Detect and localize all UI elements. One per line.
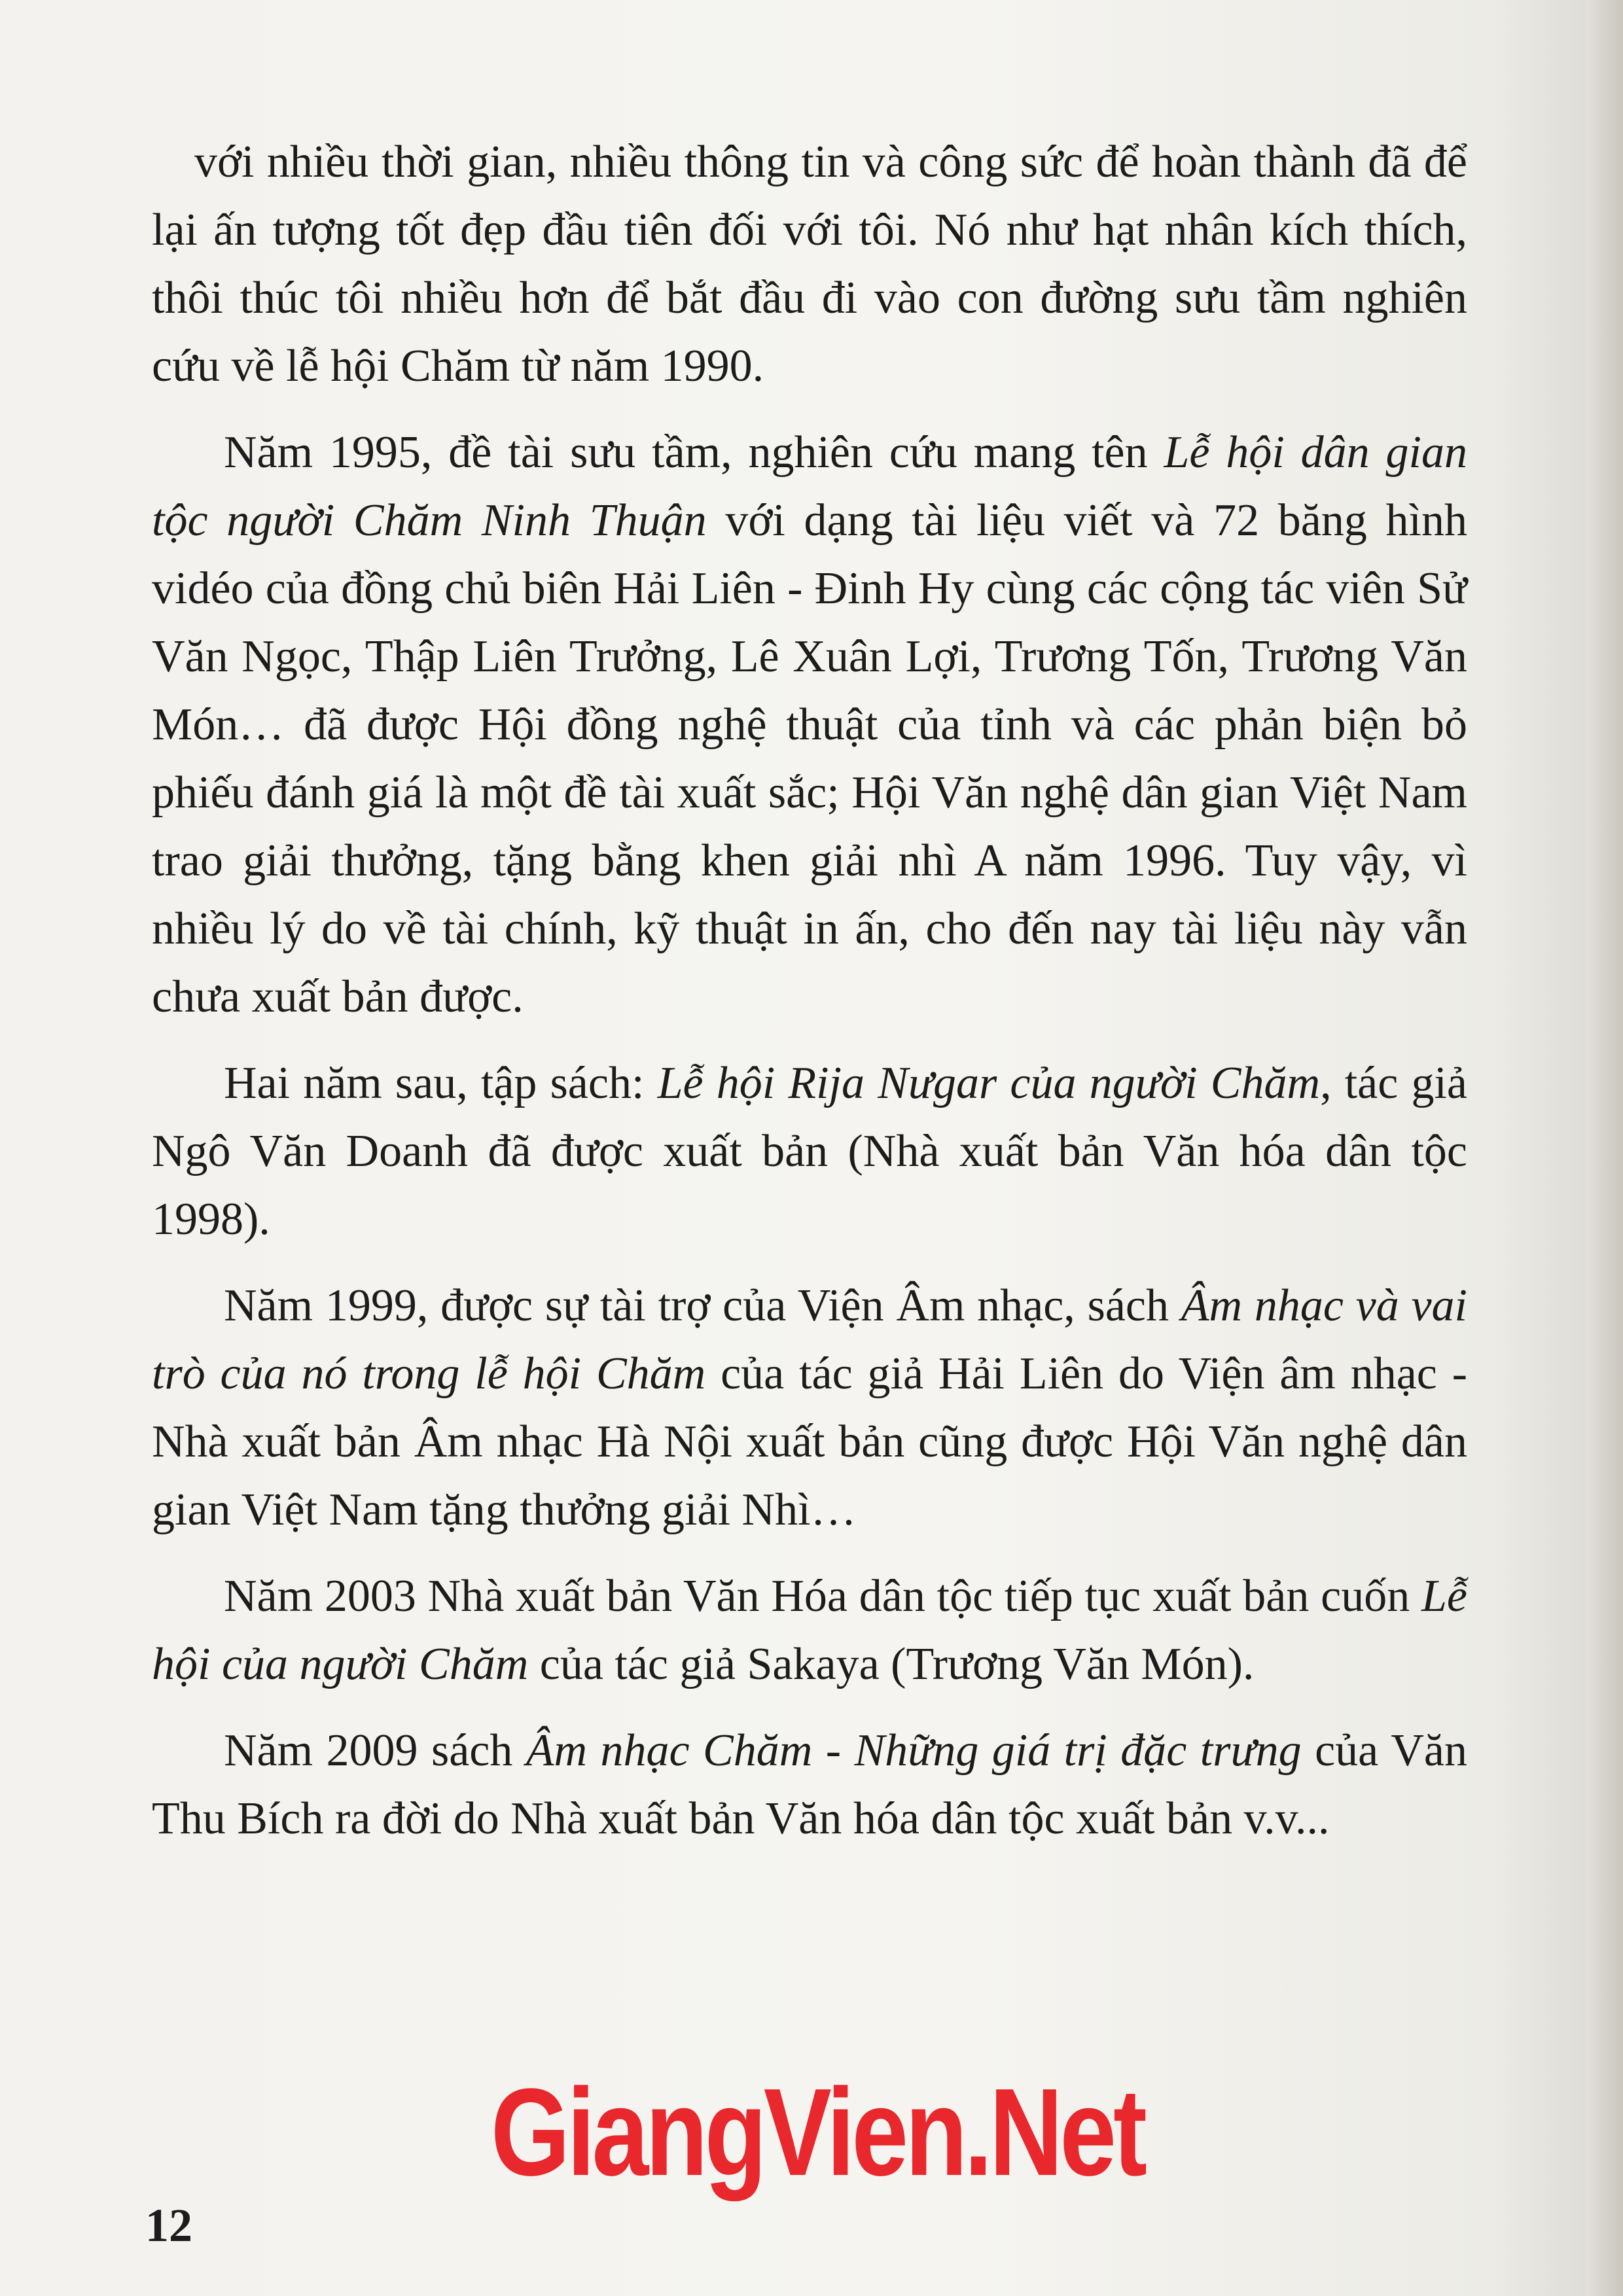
paragraph-2-text-b: với dạng tài liệu viết và 72 băng hình vidéo của đồng chủ biên Hải Liên - Đinh Hy cùng các cộng tác viên Sử Văn Ngọc, Thập Liên Trưởng, Lê Xuân Lợi, Trương Tốn, Trương Văn Món… đã được Hội đồng nghệ thuật của tỉnh và các phản biện bỏ phiếu đánh giá là một đề tài xuất sắc; Hội Văn nghệ dân gian Việt Nam trao giải thưởng, tặng bằng khen giải nhì A năm 1996. Tuy vậy, vì nhiều lý do về tài chính, kỹ thuật in ấn, cho đến nay tài liệu này vẫn chưa xuất bản được.	[152, 495, 1467, 1022]
paragraph-6-text-a: Năm 2009 sách	[224, 1725, 526, 1776]
paragraph-2	[152, 419, 1467, 1031]
paragraph-3	[152, 1050, 1467, 1254]
paragraph-6-book-title: Âm nhạc Chăm - Những giá trị đặc trưng	[526, 1725, 1302, 1776]
paragraph-3-text-a: Hai năm sau, tập sách:	[224, 1058, 658, 1108]
paragraph-2-text-a: Năm 1995, đề tài sưu tầm, nghiên cứu mang tên	[224, 427, 1164, 478]
body-text	[152, 128, 1467, 1871]
paragraph-5-text-a: Năm 2003 Nhà xuất bản Văn Hóa dân tộc tiếp tục xuất bản cuốn	[224, 1571, 1421, 1621]
paragraph-1	[152, 128, 1467, 400]
paragraph-4-text-a: Năm 1999, được sự tài trợ của Viện Âm nhạc, sách	[224, 1280, 1181, 1331]
paragraph-4-book-title: Âm nhạc và vai trò của nó trong lễ hội Chăm	[152, 1280, 1468, 1399]
paragraph-3-text-b: , tác giả Ngô Văn Doanh đã được xuất bản (Nhà xuất bản Văn hóa dân tộc 1998).	[152, 1058, 1467, 1245]
page-number: 12	[145, 2199, 192, 2252]
page-edge-shadow	[1586, 0, 1623, 2296]
paragraph-5-text-b: của tác giả Sakaya (Trương Văn Món).	[528, 1639, 1255, 1689]
paragraph-6	[152, 1717, 1467, 1853]
paragraph-5-book-title: Lễ hội của người Chăm	[152, 1571, 1467, 1689]
paragraph-1-text: với nhiều thời gian, nhiều thông tin và công sức để hoàn thành đã để lại ấn tượng tốt đẹp đầu tiên đối với tôi. Nó như hạt nhân kích thích, thôi thúc tôi nhiều hơn để bắt đầu đi vào con đường sưu tầm nghiên cứu về lễ hội Chăm từ năm 1990.	[152, 137, 1467, 391]
paragraph-6-text-b: của Văn Thu Bích ra đời do Nhà xuất bản Văn hóa dân tộc xuất bản v.v...	[152, 1725, 1468, 1844]
paragraph-3-book-title: Lễ hội Rija Nưgar của người Chăm	[657, 1058, 1321, 1108]
watermark-logo: GiangVien.Net	[491, 2063, 1145, 2202]
paragraph-4-text-b: của tác giả Hải Liên do Viện âm nhạc - Nhà xuất bản Âm nhạc Hà Nội xuất bản cũng được Hội Văn nghệ dân gian Việt Nam tặng thưởng giải Nhì…	[152, 1349, 1468, 1535]
paragraph-2-book-title: Lễ hội dân gian tộc người Chăm Ninh Thuận	[152, 427, 1467, 546]
paragraph-4	[152, 1272, 1467, 1544]
paragraph-5	[152, 1563, 1467, 1699]
